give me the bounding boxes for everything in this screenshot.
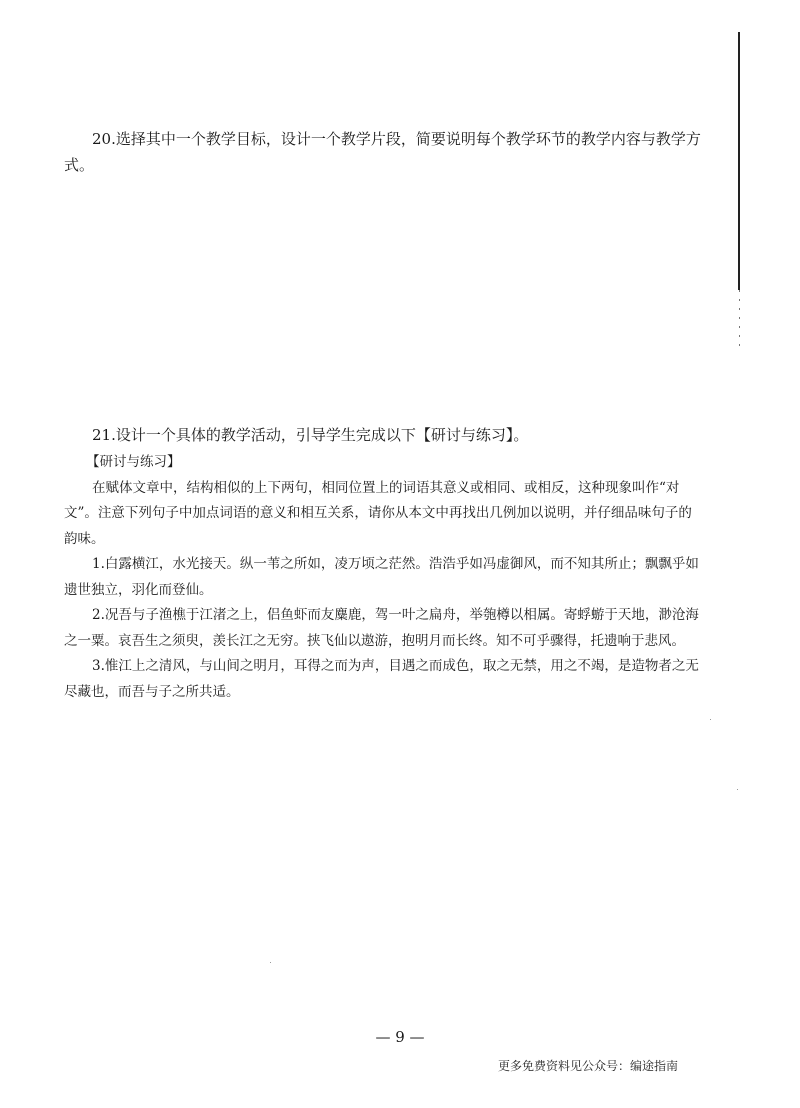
exercise-block: [64, 450, 704, 705]
margin-rule-dotted: [739, 290, 740, 350]
exercise-item-3: 3.惟江上之清风，与山间之明月，耳得之而为声，目遇之而成色，取之无禁，用之不竭，是造物者之无尽藏也，而吾与子之所共适。: [64, 658, 699, 700]
footer-note: 更多免费资料见公众号：编途指南: [498, 1059, 679, 1073]
exercise-item-2: 2.况吾与子渔樵于江渚之上，侣鱼虾而友麋鹿，驾一叶之扁舟，举匏樽以相属。寄蜉蝣于天地，渺沧海之一粟。哀吾生之须臾，羡长江之无穷。挟飞仙以遨游，抱明月而长终。知不可乎骤得，托遗响于悲风。: [64, 607, 699, 649]
scan-speck: [270, 962, 271, 963]
exercise-heading: 【研讨与练习】: [86, 454, 181, 470]
scan-speck: [737, 789, 738, 790]
exercise-item-1: 1.白露横江，水光接天。纵一苇之所如，凌万顷之茫然。浩浩乎如冯虚御风，而不知其所止；飘飘乎如遗世独立，羽化而登仙。: [64, 556, 699, 598]
page-number: — 9 —: [375, 1028, 425, 1046]
question-20: 20.选择其中一个教学目标，设计一个教学片段，简要说明每个教学环节的教学内容与教学方式。: [64, 130, 701, 174]
exercise-intro: 在赋体文章中，结构相似的上下两句，相同位置上的词语其意义或相同、或相反，这种现象叫作“对文”。注意下列句子中加点词语的意义和相互关系，请你从本文中再找出几例加以说明，并仔细品味句子的韵味。: [64, 479, 692, 547]
question-21-title: 21.设计一个具体的教学活动，引导学生完成以下【研讨与练习】。: [92, 426, 529, 444]
scan-speck: [710, 719, 711, 720]
margin-rule: [738, 32, 740, 290]
